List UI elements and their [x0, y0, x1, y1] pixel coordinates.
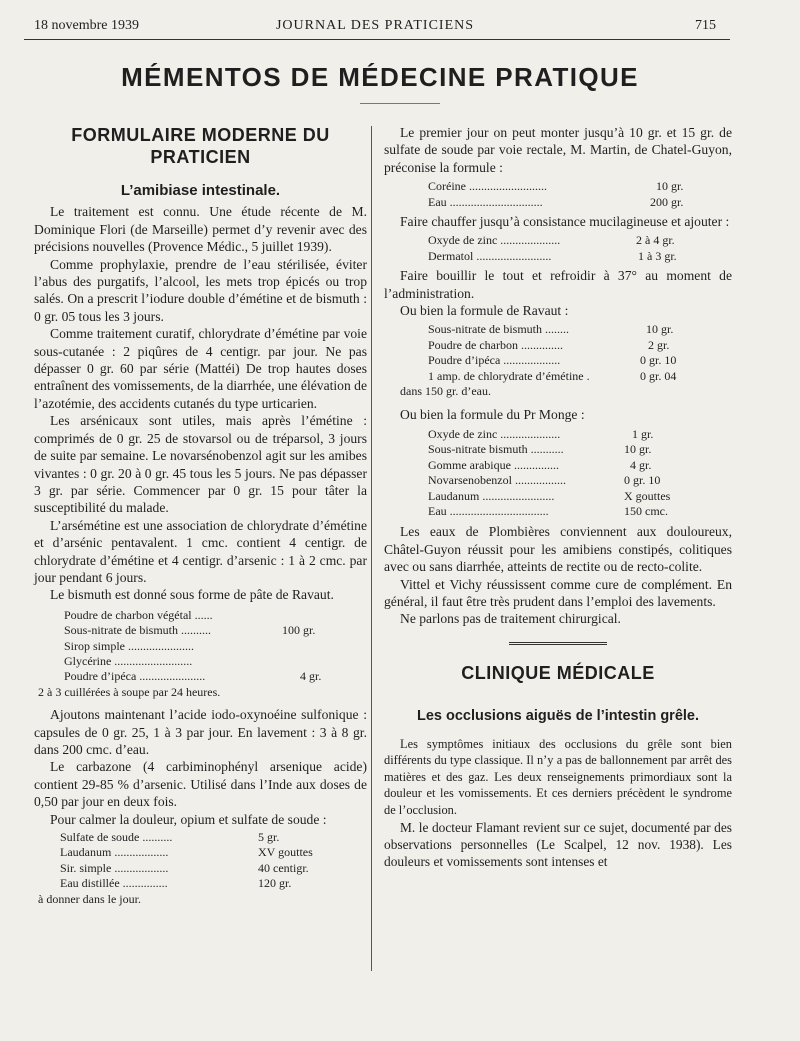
formula-row — [428, 195, 732, 210]
formula-row — [428, 179, 732, 194]
dose: 100 gr. — [282, 623, 316, 638]
header-page-number: 715 — [695, 18, 716, 33]
formula-row — [428, 233, 732, 248]
ingredient: Eau ............................... — [428, 194, 543, 209]
dose: X gouttes — [624, 488, 671, 503]
ingredient: Coréine .......................... — [428, 179, 547, 194]
formula-list — [428, 427, 732, 519]
dose: 0 gr. 04 — [640, 368, 677, 383]
formula-row — [428, 338, 732, 353]
dose: 4 gr. — [300, 669, 322, 684]
ingredient: Glycérine .......................... — [64, 653, 193, 668]
ingredient: Sirop simple ...................... — [64, 638, 195, 653]
formula-row — [64, 623, 367, 638]
paragraph: Le bismuth est donné sous forme de pâte de Ravaut. — [50, 587, 334, 603]
header-journal: JOURNAL DES PRATICIENS — [275, 18, 475, 33]
dose: 10 gr. — [624, 442, 652, 457]
left-column — [34, 124, 367, 907]
column-divider — [371, 126, 372, 971]
dose: 2 gr. — [648, 337, 670, 352]
dose: 5 gr. — [258, 830, 280, 845]
dose: 40 centigr. — [258, 860, 309, 875]
formula-row — [60, 845, 367, 860]
paragraph: Comme prophylaxie, prendre de l’eau stérilisée, éviter l’abus des purgatifs, l’alcool, les mets trop épicés ou trop salés. On a prescrit l’iodure double d’émétine et de bismuth : 0 gr. 05 tous les 3 jours. — [34, 256, 367, 324]
paragraph: Ou bien la formule de Ravaut : — [400, 303, 569, 319]
formula-row — [428, 473, 732, 488]
right-column — [384, 124, 732, 871]
paragraph: Ajoutons maintenant l’acide iodo-oxynoéine sulfonique : capsules de 0 gr. 25, 1 à 3 par jour. En lavement : 3 à 8 gr. dans 200 cmc. d’eau. — [34, 707, 367, 757]
section-heading: FORMULAIRE MODERNE DU PRATICIEN — [71, 125, 330, 167]
formula-list — [38, 830, 367, 907]
formula-row — [60, 861, 367, 876]
formula-row — [428, 458, 732, 473]
formula-list — [38, 607, 367, 700]
dose: 10 gr. — [646, 322, 674, 337]
paragraph: Pour calmer la douleur, opium et sulfate de soude : — [50, 811, 327, 827]
ingredient: Gomme arabique ............... — [428, 457, 559, 472]
ingredient: Sir. simple .................. — [60, 860, 169, 875]
paragraph: M. le docteur Flamant revient sur ce sujet, documenté par des observations personnelles (Le Scalpel, 12 nov. 1938). Les douleurs et vomissements sont intenses et — [384, 819, 732, 870]
ingredient: Laudanum .................. — [60, 845, 169, 860]
formula-row — [428, 353, 732, 368]
paragraph: Les symptômes initiaux des occlusions du grêle sont bien différents du type classique. Il n’y a pas de ballonnement par arrêt des matières et des gaz. Les deux renseignements primordiaux sont la douleur et les vomissements. Et ces derniers précèdent le syndrome de l’occlusion. — [384, 736, 732, 817]
section-heading: CLINIQUE MÉDICALE — [461, 662, 655, 683]
paragraph: L’arsémétine est une association de chlorydrate d’émétine et d’arsénic pentavalent. 1 cmc. contient 4 centigr. de chlorydrate d’émétine et 4 centigr. d’arsenic : 1 à 2 cmc. par jour pendant 6 jours. — [34, 517, 367, 585]
formula-row — [60, 830, 367, 845]
ingredient: Poudre de charbon .............. — [428, 337, 563, 352]
dose: 150 cmc. — [624, 503, 668, 518]
formula-row — [64, 608, 367, 623]
formula-note: 2 à 3 cuillérées à soupe par 24 heures. — [38, 684, 221, 699]
paragraph: Comme traitement curatif, chlorydrate d’émétine par voie sous-cutanée : 2 piqûres de 4 centigr. par jour. Ne pas dépasser 0 gr. 60 par série (Mattéi) De trop hautes doses entraînent des vomissements, de la diarrhée, une élévation de l’azotémie, des accidents cutanés du type urticarien. — [34, 326, 367, 411]
ingredient: Sous-nitrate bismuth ........... — [428, 442, 564, 457]
article-subtitle: Les occlusions aiguës de l’intestin grêle. — [416, 708, 700, 725]
ingredient: Dermatol ......................... — [428, 248, 552, 263]
header-date: 18 novembre 1939 — [34, 18, 139, 33]
ingredient: Sulfate de soude .......... — [60, 830, 173, 845]
formula-list — [428, 179, 732, 210]
header-rule — [24, 39, 730, 40]
title-divider — [360, 103, 440, 104]
paragraph: Le carbazone (4 carbiminophényl arsenique acide) contient 29-85 % d’arsenic. Utilisé dans l’Inde aux doses de 0,50 par jour en deux fois. — [34, 759, 367, 810]
ingredient: Eau ................................. — [428, 503, 549, 518]
paragraph: Faire chauffer jusqu’à consistance mucilagineuse et ajouter : — [400, 214, 730, 230]
formula-row — [428, 442, 732, 457]
formula-row — [64, 654, 367, 669]
dose: XV gouttes — [258, 845, 313, 860]
ingredient: Oxyde de zinc .................... — [428, 426, 561, 441]
formula-row — [64, 639, 367, 654]
paragraph: Faire bouillir le tout et refroidir à 37° au moment de l’administration. — [384, 268, 732, 301]
article-subtitle: L’amibiase intestinale. — [120, 182, 281, 199]
dose: 200 gr. — [650, 194, 684, 209]
ingredient: Laudanum ........................ — [428, 488, 555, 503]
section-divider — [509, 642, 607, 645]
formula-row — [428, 322, 732, 337]
formula-row — [428, 427, 732, 442]
paragraph: Vittel et Vichy réussissent comme cure de complément. En général, il faut être très prudent dans l’emploi des lavements. — [384, 576, 732, 609]
ingredient: Novarsenobenzol ................. — [428, 473, 566, 488]
formula-row — [428, 504, 732, 519]
formula-note: à donner dans le jour. — [38, 891, 141, 906]
formula-list — [400, 322, 732, 399]
ingredient: Poudre d’ipéca ................... — [428, 353, 561, 368]
ingredient: Poudre d’ipéca ...................... — [64, 669, 206, 684]
dose: 4 gr. — [630, 457, 652, 472]
ingredient: Sous-nitrate de bismuth ........ — [428, 322, 569, 337]
formula-list — [428, 233, 732, 264]
paragraph: Les arsénicaux sont utiles, mais après l’émétine : comprimés de 0 gr. 25 de stovarsol ou de tréparsol, 3 jours de suite par semaine. Le novarsénobenzol agit sur les amibes vivantes : 0 gr. 20 à 0 gr. 45 tous les 5 jours. Ne pas dépasser 3 gr. par série. Commencer par 0 gr. 15 pour tâter la susceptibilité du malade. — [34, 413, 367, 516]
paragraph: Le premier jour on peut monter jusqu’à 10 gr. et 15 gr. de sulfate de soude par voie rectale, M. Martin, de Chatel-Guyon, préconise la formule : — [384, 125, 732, 175]
dose: 1 gr. — [632, 426, 654, 441]
page-title: MÉMENTOS DE MÉDECINE PRATIQUE — [121, 62, 639, 92]
running-header — [34, 18, 716, 36]
paragraph: Ne parlons pas de traitement chirurgical. — [400, 611, 621, 627]
paragraph: Ou bien la formule du Pr Monge : — [400, 406, 585, 422]
formula-row — [60, 876, 367, 891]
paragraph: Les eaux de Plombières conviennent aux douloureux, Châtel-Guyon réussit pour les amibiens constipés, colitiques avec ou sans diarrhée, atteints de rectite ou de recto-colite. — [384, 524, 732, 575]
formula-note: dans 150 gr. d’eau. — [400, 384, 491, 399]
formula-row — [428, 249, 732, 264]
dose: 1 à 3 gr. — [638, 248, 677, 263]
ingredient: Oxyde de zinc .................... — [428, 233, 561, 248]
formula-row — [428, 489, 732, 504]
dose: 120 gr. — [258, 876, 292, 891]
ingredient: 1 amp. de chlorydrate d’émétine . — [428, 368, 590, 383]
dose: 0 gr. 10 — [624, 473, 661, 488]
dose: 0 gr. 10 — [640, 353, 677, 368]
ingredient: Eau distillée ............... — [60, 876, 168, 891]
paragraph: Le traitement est connu. Une étude récente de M. Dominique Flori (de Marseille) permet d’y revenir avec des précisions nouvelles (Provence Médic., 5 juillet 1939). — [34, 204, 367, 255]
ingredient: Poudre de charbon végétal ...... — [64, 607, 213, 622]
dose: 10 gr. — [656, 179, 684, 194]
dose: 2 à 4 gr. — [636, 233, 675, 248]
ingredient: Sous-nitrate de bismuth .......... — [64, 623, 211, 638]
formula-row — [64, 669, 367, 684]
formula-row — [428, 369, 732, 384]
